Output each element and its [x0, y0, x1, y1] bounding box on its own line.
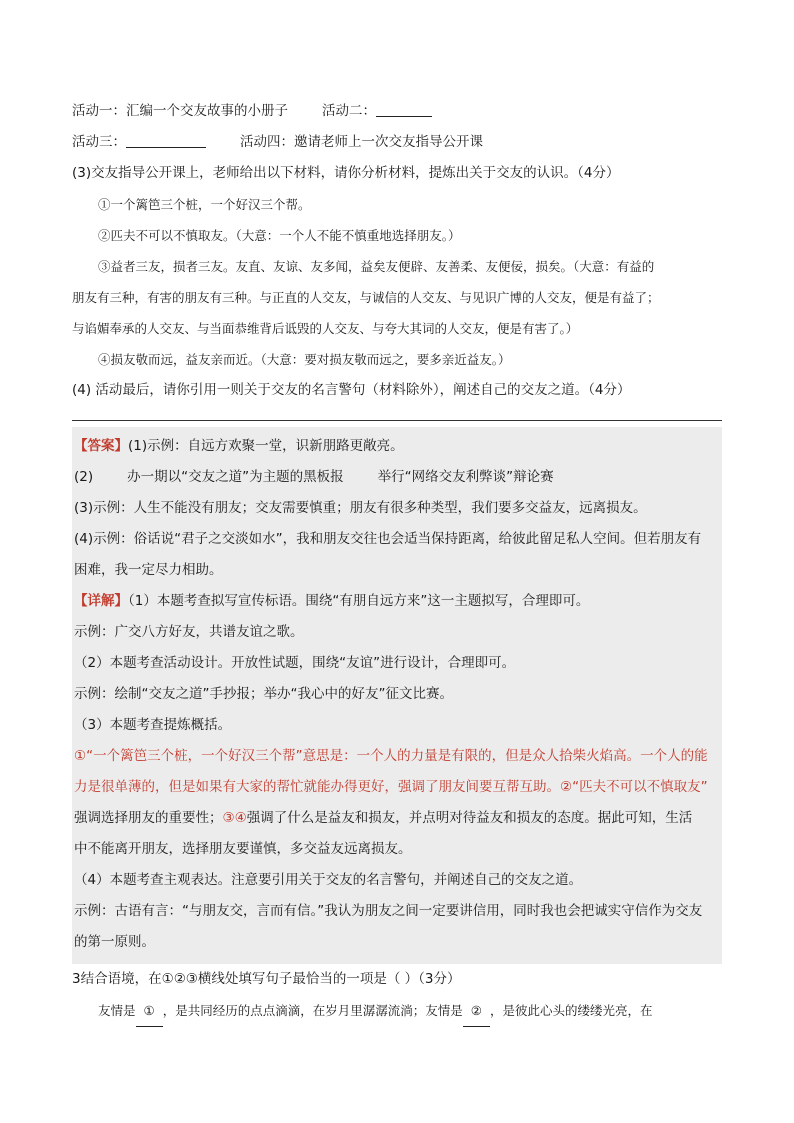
answer-3: (3)示例：人生不能没有朋友；交友需要慎重；朋友有很多种类型，我们要多交益友，远离损友。: [74, 500, 647, 516]
detail-2: （2）本题考查活动设计。开放性试题，围绕“友谊”进行设计，合理即可。: [74, 655, 516, 671]
q3-material-3c: 与谄媚奉承的人交友、与当面恭维背后诋毁的人交友、与夸大其词的人交友，便是有害了。）: [72, 321, 579, 336]
q4-prompt: (4) 活动最后，请你引用一则关于交友的名言警句（材料除外），阐述自己的交友之道。（4分）: [72, 382, 631, 398]
detail-3-line-2: [72, 772, 722, 803]
q5-prompt: 3结合语境，在①②③横线处填写句子最恰当的一项是（ ）（3分）: [72, 971, 461, 987]
q3-prompt: (3)交友指导公开课上，老师给出以下材料，请你分析材料，提炼出关于交友的认识。（4分）: [72, 165, 620, 181]
q5-text-a: 友情是: [98, 1003, 136, 1018]
detail-3-red-3: ②: [560, 779, 573, 795]
activity-line-2: [72, 127, 722, 158]
detail-4-example-1: 示例：古语有言：“与朋友交，言而有信。”我认为朋友之间一定要讲信用，同时我也会把诚实守信作为交友: [74, 903, 703, 919]
divider-rule: [72, 420, 722, 421]
q3-material-3a: ③益者三友，损者三友。友直、友谅、友多闻，益矣友便辟、友善柔、友便佞，损矣。（大意：有益的: [98, 259, 655, 274]
q5-text-b: ，是共同经历的点点滴滴，在岁月里潺潺流淌；友情是: [162, 1003, 463, 1018]
detail-3-line-3b: 强调了什么是益友和损友，并点明对待益友和损友的态度。据此可知，生活: [246, 810, 693, 826]
detail-3-line-3a: 强调选择朋友的重要性；: [74, 810, 223, 826]
answer-tag: 【答案】: [74, 438, 128, 454]
activity-3: 活动三：: [72, 134, 126, 150]
activity-line-1: [72, 96, 722, 127]
activity-2: 活动二：: [322, 103, 376, 119]
q3-material-3b: 朋友有三种，有害的朋友有三种。与正直的人交友，与诚信的人交友、与见识广博的人交友，便是有益了；: [72, 290, 660, 305]
detail-2-example: 示例：绘制“交友之道”手抄报；举办“我心中的好友”征文比赛。: [74, 686, 453, 702]
document-page: [72, 96, 722, 1027]
detail-1-example: 示例：广交八方好友，共谱友谊之歌。: [74, 624, 304, 640]
answer-2-num: (2): [74, 469, 94, 485]
detail-4-example-2: 的第一原则。: [74, 934, 155, 950]
answer-line-1: [72, 431, 722, 462]
q3-material-1: ①一个篱笆三个桩，一个好汉三个帮。: [98, 197, 311, 212]
detail-3-red-2: 力是很单薄的，但是如果有大家的帮忙就能办得更好，强调了朋友间要互帮互助。: [74, 779, 560, 795]
q3-material-2: ②匹夫不可以不慎取友。（大意：一个人不能不慎重地选择朋友。）: [98, 228, 461, 243]
detail-4: （4）本题考查主观表达。注意要引用关于交友的名言警句，并阐述自己的交友之道。: [74, 872, 583, 888]
activity-3-blank[interactable]: [126, 133, 206, 148]
q3-material-4: ④损友敬而远，益友亲而近。（大意：要对损友敬而远之，要多亲近益友。）: [98, 352, 511, 367]
detail-1: （1）本题考查拟写宣传标语。围绕“有朋自远方来”这一主题拟写，合理即可。: [128, 593, 590, 609]
answer-4a: (4)示例：俗话说“君子之交淡如水”，我和朋友交往也会适当保持距离，给彼此留足私人空间。但若朋友有: [74, 531, 702, 547]
answer-2-part2: 举行“网络交友利弊谈”辩论赛: [377, 469, 554, 485]
detail-3-red-1: ①“一个篱笆三个桩，一个好汉三个帮”意思是：一个人的力量是有限的，但是众人拾柴火焰高。一个人的能: [74, 748, 708, 764]
answer-1: (1)示例：自远方欢聚一堂，识新朋路更敞亮。: [128, 438, 404, 454]
activity-2-blank[interactable]: [376, 102, 432, 117]
detail-3-line-3: [72, 803, 722, 834]
detail-3-line-4: 中不能离开朋友，选择朋友要谨慎，多交益友远离损友。: [74, 841, 412, 857]
q5-blank-1[interactable]: ①: [136, 995, 163, 1027]
answer-line-2: [72, 462, 722, 493]
detail-tag: 【详解】: [74, 593, 128, 609]
detail-3-quote: “匹夫不可以不慎取友”: [572, 779, 708, 795]
q5-text: [72, 995, 722, 1027]
answer-box: [72, 427, 722, 964]
answer-4b: 困难，我一定尽力相助。: [74, 562, 223, 578]
activity-1: 活动一：汇编一个交友故事的小册子: [72, 103, 288, 119]
detail-line-1: [72, 586, 722, 617]
answer-2-part1: 办一期以“交友之道”为主题的黑板报: [127, 469, 344, 485]
q5-text-c: ，是彼此心头的缕缕光亮，在: [489, 1003, 653, 1018]
activity-4: 活动四：邀请老师上一次交友指导公开课: [240, 134, 483, 150]
q5-blank-2[interactable]: ②: [463, 995, 490, 1027]
detail-3-line-3-red: ③④: [222, 810, 247, 826]
detail-3: （3）本题考查提炼概括。: [74, 717, 232, 733]
